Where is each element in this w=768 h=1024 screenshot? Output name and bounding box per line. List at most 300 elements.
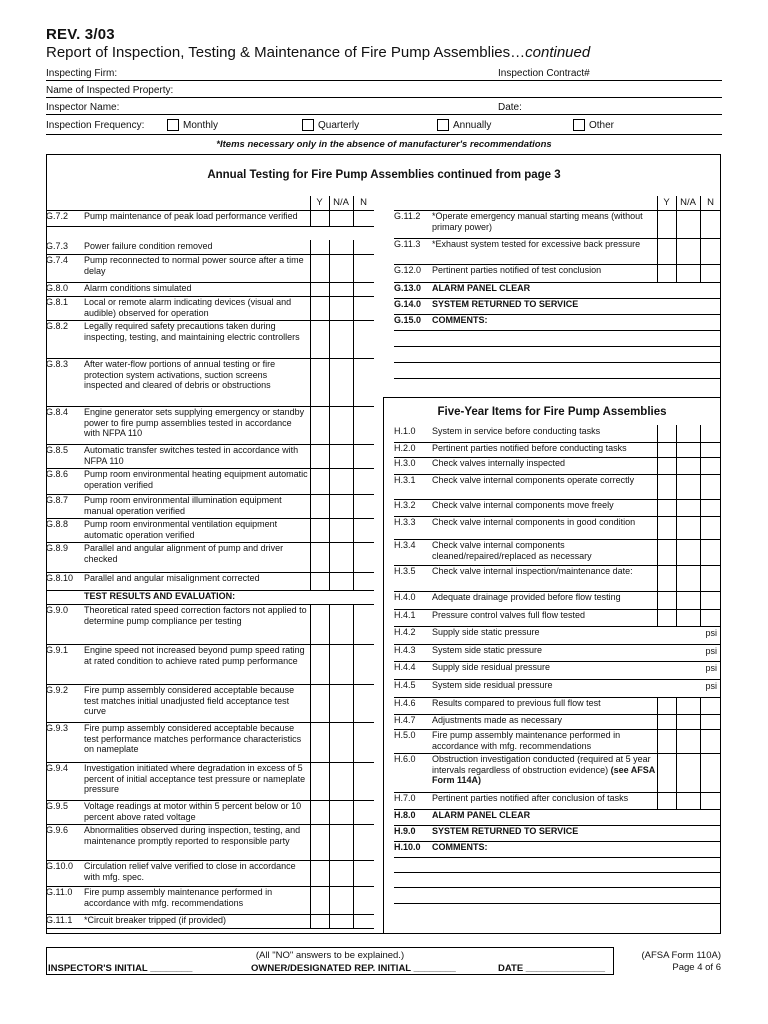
five-year-check-na[interactable] (676, 753, 700, 792)
annual-left-row (46, 685, 308, 717)
five-year-text: Results compared to previous full flow test (432, 698, 601, 708)
annual-left-check-na[interactable] (329, 722, 353, 762)
page-title (46, 44, 590, 61)
five-year-comment-line[interactable] (394, 903, 721, 904)
annual-left-check-y[interactable] (310, 914, 329, 928)
annual-right-row (394, 239, 655, 250)
annual-left-code: G.11.0 (46, 887, 73, 897)
annual-right-header-divider (700, 196, 701, 210)
annual-left-col-n: N (360, 197, 367, 208)
five-year-check-y[interactable] (657, 609, 676, 626)
annual-left-check-n[interactable] (353, 860, 374, 886)
five-year-code: H.10.0 (394, 842, 421, 852)
five-year-check-n[interactable] (700, 591, 721, 609)
five-year-row (394, 662, 655, 673)
annual-left-code: G.8.3 (46, 359, 69, 369)
five-year-row (394, 810, 655, 821)
five-year-text: Check valves internally inspected (432, 458, 566, 468)
annual-left-text: Abnormalities observed during inspection, testing, and maintenance promptly reported to responsible party (84, 825, 301, 846)
annual-left-row (46, 495, 308, 516)
annual-left-check-n[interactable] (353, 722, 374, 762)
annual-left-code: G.8.6 (46, 469, 69, 479)
annual-left-check-n[interactable] (353, 494, 374, 518)
five-year-pressure-field[interactable] (657, 644, 699, 661)
annual-left-check-y[interactable] (310, 604, 329, 644)
five-year-check-n[interactable] (700, 457, 721, 474)
checkbox-monthly[interactable] (167, 119, 179, 131)
five-year-check-na[interactable] (676, 609, 700, 626)
annual-left-check-na[interactable] (329, 914, 353, 928)
annual-left-check-y[interactable] (310, 824, 329, 860)
five-year-code: H.3.1 (394, 475, 416, 485)
annual-left-text: Legally required safety precautions taken during inspecting, testing, and maintaining electric controllers (84, 321, 300, 342)
annual-left-check-n[interactable] (353, 210, 374, 226)
annual-left-text: Fire pump assembly considered acceptable because test performance matches performance characteristics on nameplate (84, 723, 302, 754)
annual-left-check-n[interactable] (353, 468, 374, 494)
form-number: (AFSA Form 110A) (641, 950, 721, 961)
annual-left-check-n[interactable] (353, 444, 374, 468)
inspecting-firm-field[interactable] (46, 80, 722, 81)
annual-left-header-divider (310, 196, 311, 210)
five-year-check-y[interactable] (657, 697, 676, 714)
five-year-check-y[interactable] (657, 474, 676, 499)
five-year-code: H.7.0 (394, 793, 416, 803)
checkbox-annually[interactable] (437, 119, 449, 131)
annual-left-check-n[interactable] (353, 296, 374, 320)
annual-left-check-na[interactable] (329, 320, 353, 358)
five-year-row (394, 715, 655, 726)
freq-annually-label: Annually (453, 119, 492, 131)
five-year-title: Five-Year Items for Fire Pump Assemblies (437, 406, 667, 418)
five-year-check-na[interactable] (676, 425, 700, 442)
annual-left-check-y[interactable] (310, 358, 329, 406)
five-year-text: Adequate drainage provided before flow testing (432, 592, 621, 602)
annual-left-code: G.8.1 (46, 297, 69, 307)
annual-left-check-n[interactable] (353, 644, 374, 684)
five-year-pressure-field[interactable] (657, 679, 699, 697)
annual-left-check-na[interactable] (329, 542, 353, 572)
annual-left-check-n[interactable] (353, 358, 374, 406)
annual-left-text: Parallel and angular misalignment corrected (84, 573, 260, 583)
five-year-text: Adjustments made as necessary (432, 715, 563, 725)
annual-left-row (46, 801, 308, 822)
annual-left-code: G.8.2 (46, 321, 69, 331)
annual-right-col-n: N (707, 197, 714, 208)
annual-right-code: G.13.0 (394, 283, 422, 293)
annual-left-code: G.9.0 (46, 605, 69, 615)
annual-left-row (46, 605, 308, 626)
five-year-check-na[interactable] (676, 442, 700, 457)
psi-unit: psi (705, 646, 717, 656)
annual-left-check-n[interactable] (353, 824, 374, 860)
annual-left-code: G.8.10 (46, 573, 74, 583)
page-number: Page 4 of 6 (672, 962, 721, 973)
freq-monthly-label: Monthly (183, 119, 219, 131)
five-year-check-n[interactable] (700, 697, 721, 714)
five-year-code: H.5.0 (394, 730, 416, 740)
annual-left-check-y[interactable] (310, 494, 329, 518)
five-year-check-na[interactable] (676, 474, 700, 499)
five-year-row (394, 610, 655, 621)
annual-right-text: COMMENTS: (432, 315, 488, 325)
annual-left-code: G.8.5 (46, 445, 69, 455)
annual-left-check-na[interactable] (329, 762, 353, 800)
annual-left-row (46, 241, 308, 252)
five-year-row (394, 592, 655, 603)
annual-left-code: G.8.9 (46, 543, 69, 553)
annual-left-check-y[interactable] (310, 444, 329, 468)
freq-quarterly[interactable] (302, 119, 359, 131)
annual-right-text: Pertinent parties notified of test conclusion (432, 265, 602, 275)
annual-right-text: SYSTEM RETURNED TO SERVICE (432, 299, 579, 309)
annual-left-check-na[interactable] (329, 296, 353, 320)
annual-left-check-n[interactable] (353, 320, 374, 358)
annual-left-table (46, 196, 374, 928)
annual-left-check-y[interactable] (310, 468, 329, 494)
annual-left-code: G.10.0 (46, 861, 74, 871)
annual-right-row (394, 283, 655, 294)
five-year-check-n[interactable] (700, 565, 721, 591)
annual-left-check-y[interactable] (310, 800, 329, 824)
annual-left-check-y[interactable] (310, 254, 329, 282)
freq-other-label: Other (589, 119, 615, 131)
five-year-check-n[interactable] (700, 729, 721, 753)
annual-left-check-n[interactable] (353, 406, 374, 444)
annual-left-check-y[interactable] (310, 572, 329, 590)
annual-left-check-y[interactable] (310, 886, 329, 914)
five-year-check-y[interactable] (657, 425, 676, 442)
annual-left-check-na[interactable] (329, 444, 353, 468)
five-year-code: H.3.5 (394, 566, 416, 576)
five-year-text: System in service before conducting tasks (432, 426, 601, 436)
five-year-row (394, 475, 655, 486)
annual-left-check-na[interactable] (329, 684, 353, 722)
annual-left-check-y[interactable] (310, 542, 329, 572)
annual-left-check-n[interactable] (353, 800, 374, 824)
five-year-row (394, 500, 655, 511)
annual-left-check-na[interactable] (329, 518, 353, 542)
annual-left-check-y[interactable] (310, 296, 329, 320)
annual-left-row (46, 915, 308, 926)
five-year-check-y[interactable] (657, 499, 676, 516)
date-label: Date: (498, 102, 522, 113)
five-year-check-y[interactable] (657, 714, 676, 729)
five-year-check-y[interactable] (657, 457, 676, 474)
annual-right-comment-line[interactable] (394, 378, 721, 379)
annual-left-check-na[interactable] (329, 604, 353, 644)
annual-left-text: Pump room environmental illumination equipment manual operation verified (84, 495, 282, 516)
five-year-check-na[interactable] (676, 457, 700, 474)
annual-left-text: Fire pump assembly considered acceptable because test matches initial unadjusted field acceptance test curve (84, 685, 295, 716)
annual-left-check-y[interactable] (310, 518, 329, 542)
title-continued: continued (525, 44, 591, 61)
annual-right-row-rule (394, 330, 721, 331)
psi-unit: psi (705, 663, 717, 673)
annual-left-check-na[interactable] (329, 572, 353, 590)
annual-right-col-na: N/A (680, 197, 696, 208)
five-year-row (394, 826, 655, 837)
annual-left-code: G.11.1 (46, 915, 73, 925)
five-year-code: H.4.7 (394, 715, 416, 725)
five-year-check-n[interactable] (700, 474, 721, 499)
annual-left-check-na[interactable] (329, 824, 353, 860)
five-year-code: H.4.0 (394, 592, 416, 602)
annual-left-check-y[interactable] (310, 644, 329, 684)
owner-initial[interactable]: OWNER/DESIGNATED REP. INITIAL ________ (251, 963, 456, 974)
five-year-check-n[interactable] (700, 516, 721, 539)
annual-left-row (46, 469, 308, 490)
annual-left-check-y[interactable] (310, 240, 329, 254)
five-year-check-na[interactable] (676, 539, 700, 565)
five-year-row (394, 540, 655, 561)
no-answers-note: (All "NO" answers to be explained.) (255, 950, 405, 961)
five-year-text: Check valve internal inspection/maintenance date: (432, 566, 633, 576)
annual-left-code: G.9.6 (46, 825, 69, 835)
annual-left-row (46, 645, 308, 666)
annual-left-text: Automatic transfer switches tested in accordance with NFPA 110 (84, 445, 299, 466)
annual-right-comment-line[interactable] (394, 346, 721, 347)
annual-left-check-y[interactable] (310, 684, 329, 722)
annual-left-text: Alarm conditions simulated (84, 283, 192, 293)
five-year-check-n[interactable] (700, 425, 721, 442)
annual-right-check-n[interactable] (700, 210, 721, 238)
annual-left-row-rule (46, 226, 374, 227)
annual-left-check-n[interactable] (353, 684, 374, 722)
annual-right-check-y[interactable] (657, 210, 676, 238)
annual-left-check-n[interactable] (353, 914, 374, 928)
five-year-check-y[interactable] (657, 442, 676, 457)
annual-left-code: G.7.2 (46, 211, 69, 221)
annual-left-check-y[interactable] (310, 406, 329, 444)
five-year-code: H.1.0 (394, 426, 416, 436)
annual-right-row (394, 299, 655, 310)
five-year-pressure-field[interactable] (657, 626, 699, 644)
five-year-code: H.4.3 (394, 645, 416, 655)
annual-right-check-na[interactable] (676, 210, 700, 238)
annual-left-row-rule (46, 928, 374, 929)
annual-left-code: G.7.3 (46, 241, 69, 251)
five-year-text: Supply side static pressure (432, 627, 540, 637)
five-year-text: System side static pressure (432, 645, 543, 655)
annual-left-check-n[interactable] (353, 604, 374, 644)
annual-left-code: G.8.0 (46, 283, 69, 293)
five-year-check-y[interactable] (657, 753, 676, 792)
annual-left-check-y[interactable] (310, 860, 329, 886)
annual-left-text: After water-flow portions of annual testing or fire protection system activations, suction screens inspected and cleared of debris or obstructions (84, 359, 276, 390)
annual-left-row (46, 723, 308, 755)
five-year-code: H.3.3 (394, 517, 416, 527)
five-year-check-na[interactable] (676, 697, 700, 714)
annual-left-row (46, 573, 308, 584)
annual-left-check-n[interactable] (353, 254, 374, 282)
five-year-text: Fire pump assembly maintenance performed in accordance with mfg. recommendations (432, 730, 621, 751)
annual-left-check-na[interactable] (329, 644, 353, 684)
five-year-check-na[interactable] (676, 516, 700, 539)
inspector-initial[interactable]: INSPECTOR'S INITIAL ________ (48, 963, 193, 974)
five-year-text: COMMENTS: (432, 842, 488, 852)
checkbox-quarterly[interactable] (302, 119, 314, 131)
annual-left-text: Circulation relief valve verified to close in accordance with mfg. spec. (84, 861, 296, 882)
annual-left-text: Investigation initiated where degradation in excess of 5 percent of initial acceptance test pressure or nameplate pressure (84, 763, 306, 794)
inspected-property-field[interactable] (46, 97, 722, 98)
five-year-code: H.9.0 (394, 826, 416, 836)
annual-left-code: G.7.4 (46, 255, 69, 265)
five-year-check-y[interactable] (657, 516, 676, 539)
freq-monthly[interactable] (167, 119, 218, 131)
five-year-code: H.3.4 (394, 540, 416, 550)
five-year-check-na[interactable] (676, 714, 700, 729)
five-year-check-n[interactable] (700, 442, 721, 457)
five-year-comment-line[interactable] (394, 872, 721, 873)
annual-left-check-na[interactable] (329, 254, 353, 282)
five-year-check-na[interactable] (676, 591, 700, 609)
freq-other[interactable] (573, 119, 614, 131)
annual-right-table (394, 196, 721, 378)
annual-left-check-n[interactable] (353, 542, 374, 572)
five-year-suffix: (see AFSA Form 114A) (432, 764, 655, 785)
five-year-row (394, 698, 655, 709)
five-year-check-n[interactable] (700, 714, 721, 729)
five-year-check-y[interactable] (657, 539, 676, 565)
annual-right-row (394, 315, 655, 326)
annual-left-row (46, 763, 308, 795)
annual-left-check-n[interactable] (353, 518, 374, 542)
annual-right-check-n[interactable] (700, 264, 721, 282)
annual-left-check-n[interactable] (353, 572, 374, 590)
annual-left-check-na[interactable] (329, 358, 353, 406)
five-year-row-rule (394, 857, 721, 858)
annual-left-row (46, 591, 308, 602)
five-year-check-na[interactable] (676, 729, 700, 753)
annual-left-text: Theoretical rated speed correction factors not applied to determine pump compliance per testing (84, 605, 307, 626)
five-year-check-n[interactable] (700, 609, 721, 626)
five-year-code: H.8.0 (394, 810, 416, 820)
annual-right-check-na[interactable] (676, 238, 700, 264)
five-year-row (394, 426, 655, 437)
five-year-check-y[interactable] (657, 591, 676, 609)
annual-right-text: *Operate emergency manual starting means (without primary power) (432, 211, 643, 232)
annual-right-header-divider (657, 196, 658, 210)
five-year-check-n[interactable] (700, 499, 721, 516)
five-year-text: Obstruction investigation conducted (required at 5 year intervals regardless of obstruction evidence) (see AFSA Form 114A) (432, 754, 655, 785)
header-divider (46, 134, 722, 135)
five-year-row (394, 842, 655, 853)
annual-right-code: G.11.3 (394, 239, 421, 249)
annual-left-row (46, 519, 308, 540)
five-year-row (394, 517, 655, 528)
annual-left-check-na[interactable] (329, 800, 353, 824)
annual-left-check-y[interactable] (310, 210, 329, 226)
five-year-text: Pertinent parties notified before conducting tasks (432, 443, 627, 453)
annual-right-text: *Exhaust system tested for excessive back pressure (432, 239, 641, 249)
psi-unit: psi (705, 628, 717, 638)
annual-left-row (46, 887, 308, 908)
five-year-code: H.6.0 (394, 754, 416, 764)
five-year-text: Check valve internal components move freely (432, 500, 614, 510)
annual-left-check-na[interactable] (329, 886, 353, 914)
annual-left-code (46, 591, 84, 602)
annual-left-text: Voltage readings at motor within 5 percent below or 10 percent above rated voltage (84, 801, 302, 822)
five-year-check-n[interactable] (700, 753, 721, 792)
five-year-check-n[interactable] (700, 792, 721, 809)
annual-left-check-y[interactable] (310, 282, 329, 296)
five-year-code: H.3.0 (394, 458, 416, 468)
five-year-text: Pressure control valves full flow tested (432, 610, 586, 620)
annual-left-check-na[interactable] (329, 494, 353, 518)
annual-left-check-na[interactable] (329, 406, 353, 444)
annual-left-text: Parallel and angular alignment of pump and driver checked (84, 543, 284, 564)
annual-right-check-y[interactable] (657, 264, 676, 282)
five-year-row (394, 730, 655, 751)
inspection-frequency-label: Inspection Frequency: (46, 120, 145, 131)
five-year-code: H.4.5 (394, 680, 416, 690)
annual-left-row (46, 543, 308, 564)
five-year-row (394, 793, 655, 804)
five-year-check-na[interactable] (676, 565, 700, 591)
annual-section-title: Annual Testing for Fire Pump Assemblies continued from page 3 (207, 169, 561, 181)
annual-left-check-na[interactable] (329, 240, 353, 254)
annual-left-check-y[interactable] (310, 762, 329, 800)
annual-left-check-y[interactable] (310, 320, 329, 358)
annual-left-check-y[interactable] (310, 722, 329, 762)
five-year-row (394, 443, 655, 454)
annual-right-check-n[interactable] (700, 238, 721, 264)
annual-left-check-n[interactable] (353, 240, 374, 254)
five-year-pressure-field[interactable] (657, 661, 699, 679)
five-year-check-y[interactable] (657, 729, 676, 753)
five-year-check-n[interactable] (700, 539, 721, 565)
five-year-comment-line[interactable] (394, 887, 721, 888)
five-year-check-na[interactable] (676, 499, 700, 516)
five-year-check-y[interactable] (657, 792, 676, 809)
checkbox-other[interactable] (573, 119, 585, 131)
footer-date[interactable]: DATE _______________ (498, 963, 606, 974)
annual-left-check-na[interactable] (329, 282, 353, 296)
annual-right-text: ALARM PANEL CLEAR (432, 283, 531, 293)
freq-annually[interactable] (437, 119, 491, 131)
inspection-contract-label: Inspection Contract# (498, 68, 590, 79)
annual-left-code: G.9.5 (46, 801, 69, 811)
five-year-text: Supply side residual pressure (432, 662, 551, 672)
five-year-code: H.4.4 (394, 662, 416, 672)
annual-right-code: G.14.0 (394, 299, 422, 309)
five-year-row (394, 680, 655, 691)
annual-left-code: G.8.7 (46, 495, 69, 505)
annual-left-check-n[interactable] (353, 886, 374, 914)
annual-left-col-y: Y (316, 197, 323, 208)
five-year-check-na[interactable] (676, 792, 700, 809)
annual-left-code: G.9.2 (46, 685, 69, 695)
annual-right-comment-line[interactable] (394, 362, 721, 363)
annual-right-code: G.12.0 (394, 265, 422, 275)
annual-left-check-n[interactable] (353, 282, 374, 296)
freq-quarterly-label: Quarterly (318, 119, 360, 131)
annual-left-check-na[interactable] (329, 468, 353, 494)
annual-right-check-na[interactable] (676, 264, 700, 282)
five-year-row (394, 645, 655, 656)
annual-left-check-na[interactable] (329, 860, 353, 886)
five-year-check-y[interactable] (657, 565, 676, 591)
annual-left-col-na: N/A (333, 197, 349, 208)
annual-left-text: Local or remote alarm indicating devices (visual and audible) observed for operation (84, 297, 292, 318)
annual-right-row (394, 265, 655, 276)
annual-left-check-n[interactable] (353, 762, 374, 800)
five-year-code: H.3.2 (394, 500, 416, 510)
psi-unit: psi (705, 681, 717, 691)
annual-left-check-na[interactable] (329, 210, 353, 226)
annual-right-check-y[interactable] (657, 238, 676, 264)
inspector-name-field[interactable] (46, 114, 722, 115)
